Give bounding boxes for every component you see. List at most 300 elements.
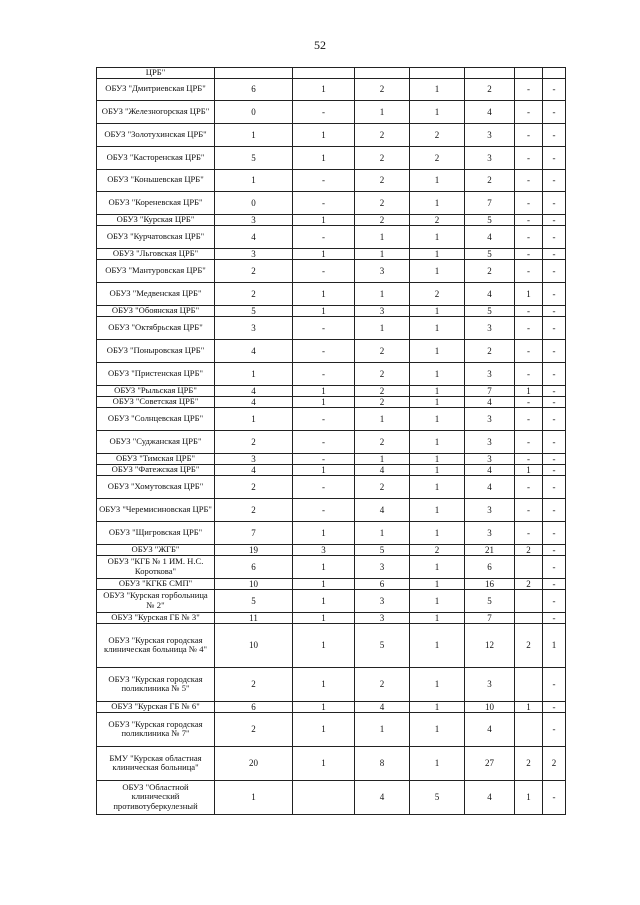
table-row — [97, 453, 566, 464]
institution-name-cell: ОБУЗ "ЖГБ" — [97, 544, 215, 555]
value-cell: 3 — [465, 453, 515, 464]
value-cell: 1 — [410, 396, 465, 407]
value-cell: 2 — [355, 385, 410, 396]
value-cell: 1 — [410, 78, 465, 100]
value-cell: 1 — [293, 146, 355, 169]
value-cell: - — [515, 316, 543, 339]
value-cell: - — [543, 225, 566, 248]
value-cell: 1 — [293, 578, 355, 589]
value-cell: 2 — [410, 544, 465, 555]
value-cell: 11 — [215, 612, 293, 623]
table-row — [97, 578, 566, 589]
value-cell: - — [515, 225, 543, 248]
value-cell: 1 — [410, 169, 465, 191]
value-cell — [515, 589, 543, 612]
value-cell: 0 — [215, 191, 293, 214]
value-cell — [515, 712, 543, 746]
value-cell: 1 — [355, 712, 410, 746]
value-cell: 10 — [215, 578, 293, 589]
value-cell: 2 — [410, 146, 465, 169]
table-row — [97, 191, 566, 214]
value-cell: 1 — [215, 362, 293, 385]
institution-name-cell: ОБУЗ "Хомутовская ЦРБ" — [97, 475, 215, 498]
institution-name-cell: ОБУЗ "Солнцевская ЦРБ" — [97, 407, 215, 430]
value-cell: 1 — [293, 712, 355, 746]
value-cell: 7 — [215, 521, 293, 544]
value-cell: - — [543, 248, 566, 259]
value-cell: 5 — [465, 214, 515, 225]
value-cell: 1 — [293, 612, 355, 623]
value-cell: 1 — [410, 453, 465, 464]
value-cell: - — [515, 123, 543, 146]
value-cell: - — [515, 407, 543, 430]
value-cell — [465, 68, 515, 79]
value-cell: - — [543, 169, 566, 191]
value-cell: 4 — [465, 282, 515, 305]
value-cell: 1 — [410, 498, 465, 521]
table-row — [97, 169, 566, 191]
value-cell: - — [543, 123, 566, 146]
value-cell: 2 — [355, 214, 410, 225]
value-cell: - — [543, 667, 566, 701]
value-cell: - — [515, 100, 543, 123]
value-cell: - — [543, 396, 566, 407]
value-cell: 5 — [410, 780, 465, 814]
value-cell: 1 — [410, 430, 465, 453]
value-cell: 3 — [355, 612, 410, 623]
value-cell: 1 — [293, 746, 355, 780]
value-cell: 1 — [410, 623, 465, 667]
value-cell: 3 — [215, 453, 293, 464]
institution-name-cell: ОБУЗ "Щигровская ЦРБ" — [97, 521, 215, 544]
value-cell: 4 — [215, 339, 293, 362]
value-cell: - — [515, 214, 543, 225]
value-cell: 5 — [465, 248, 515, 259]
value-cell — [355, 68, 410, 79]
institution-name-cell: ОБУЗ "Тимская ЦРБ" — [97, 453, 215, 464]
institution-name-cell: ОБУЗ "Пристенская ЦРБ" — [97, 362, 215, 385]
value-cell: 2 — [355, 430, 410, 453]
value-cell: 1 — [215, 780, 293, 814]
value-cell: - — [543, 453, 566, 464]
value-cell: 7 — [465, 612, 515, 623]
value-cell: - — [293, 191, 355, 214]
value-cell: 2 — [465, 78, 515, 100]
value-cell: 3 — [355, 259, 410, 282]
table-body — [97, 68, 566, 815]
value-cell: 1 — [410, 191, 465, 214]
institution-name-cell: ОБУЗ "Поныровская ЦРБ" — [97, 339, 215, 362]
value-cell: 4 — [355, 701, 410, 712]
value-cell: 2 — [515, 544, 543, 555]
value-cell: - — [293, 259, 355, 282]
value-cell — [293, 68, 355, 79]
table-row — [97, 712, 566, 746]
value-cell: 1 — [293, 396, 355, 407]
value-cell: 3 — [355, 589, 410, 612]
value-cell — [293, 780, 355, 814]
value-cell: 4 — [465, 100, 515, 123]
value-cell: 1 — [410, 667, 465, 701]
table-row — [97, 555, 566, 578]
value-cell: - — [515, 362, 543, 385]
value-cell: 2 — [355, 475, 410, 498]
value-cell: 1 — [293, 214, 355, 225]
value-cell: 2 — [355, 339, 410, 362]
value-cell: 4 — [355, 464, 410, 475]
value-cell: 3 — [215, 316, 293, 339]
value-cell: 1 — [515, 464, 543, 475]
value-cell: 2 — [543, 746, 566, 780]
value-cell: 3 — [465, 316, 515, 339]
value-cell: 1 — [355, 521, 410, 544]
table-row — [97, 612, 566, 623]
value-cell: 2 — [355, 123, 410, 146]
table-row — [97, 464, 566, 475]
institution-name-cell: ОБУЗ "Областной клинический противотуберкулезный — [97, 780, 215, 814]
table-row — [97, 475, 566, 498]
value-cell: - — [543, 475, 566, 498]
value-cell: 1 — [293, 282, 355, 305]
value-cell: 1 — [355, 453, 410, 464]
value-cell: 2 — [215, 282, 293, 305]
value-cell: 1 — [293, 385, 355, 396]
institution-name-cell: ОБУЗ "Дмитриевская ЦРБ" — [97, 78, 215, 100]
value-cell: 2 — [515, 578, 543, 589]
value-cell: - — [543, 498, 566, 521]
value-cell: - — [543, 362, 566, 385]
value-cell: - — [293, 407, 355, 430]
value-cell: - — [543, 259, 566, 282]
value-cell: 16 — [465, 578, 515, 589]
institution-name-cell: ОБУЗ "Мантуровская ЦРБ" — [97, 259, 215, 282]
value-cell: 1 — [410, 316, 465, 339]
value-cell: 2 — [215, 259, 293, 282]
value-cell: - — [293, 339, 355, 362]
value-cell: 1 — [410, 578, 465, 589]
value-cell: 10 — [465, 701, 515, 712]
value-cell: 1 — [410, 746, 465, 780]
value-cell: - — [515, 305, 543, 316]
value-cell: 7 — [465, 191, 515, 214]
table-row — [97, 305, 566, 316]
institution-name-cell: ОБУЗ "Курская ГБ № 3" — [97, 612, 215, 623]
table-row — [97, 68, 566, 79]
value-cell: - — [293, 225, 355, 248]
value-cell: - — [293, 362, 355, 385]
value-cell: - — [515, 430, 543, 453]
value-cell: 1 — [410, 305, 465, 316]
institution-name-cell: ЦРБ" — [97, 68, 215, 79]
value-cell: 21 — [465, 544, 515, 555]
value-cell: 2 — [215, 430, 293, 453]
value-cell: 1 — [410, 100, 465, 123]
value-cell: 1 — [355, 407, 410, 430]
value-cell: 1 — [355, 248, 410, 259]
value-cell: - — [543, 701, 566, 712]
institution-name-cell: ОБУЗ "Октябрьская ЦРБ" — [97, 316, 215, 339]
value-cell: 1 — [515, 701, 543, 712]
value-cell: 2 — [355, 169, 410, 191]
table-row — [97, 701, 566, 712]
value-cell: 5 — [215, 146, 293, 169]
value-cell: 5 — [355, 623, 410, 667]
value-cell: 1 — [293, 464, 355, 475]
value-cell: 2 — [355, 396, 410, 407]
table-row — [97, 498, 566, 521]
value-cell: 4 — [465, 396, 515, 407]
value-cell: 1 — [410, 612, 465, 623]
table-row — [97, 385, 566, 396]
value-cell: 12 — [465, 623, 515, 667]
value-cell: 4 — [215, 225, 293, 248]
value-cell: - — [293, 453, 355, 464]
value-cell: 2 — [515, 623, 543, 667]
value-cell: 1 — [410, 259, 465, 282]
value-cell: 1 — [355, 225, 410, 248]
value-cell: - — [515, 521, 543, 544]
institution-name-cell: ОБУЗ "Железногорская ЦРБ" — [97, 100, 215, 123]
value-cell: - — [543, 305, 566, 316]
value-cell: 20 — [215, 746, 293, 780]
value-cell — [515, 555, 543, 578]
value-cell: 6 — [355, 578, 410, 589]
value-cell: 1 — [410, 521, 465, 544]
value-cell: 1 — [410, 339, 465, 362]
value-cell: 3 — [465, 667, 515, 701]
value-cell: 2 — [410, 282, 465, 305]
value-cell: 5 — [465, 305, 515, 316]
value-cell: 3 — [355, 305, 410, 316]
value-cell: 1 — [410, 362, 465, 385]
value-cell: 2 — [355, 667, 410, 701]
value-cell: 1 — [410, 555, 465, 578]
value-cell: - — [543, 712, 566, 746]
institution-name-cell: ОБУЗ "Курская городская поликлиника № 7" — [97, 712, 215, 746]
value-cell: - — [543, 555, 566, 578]
value-cell: - — [515, 339, 543, 362]
institution-name-cell: ОБУЗ "Рыльская ЦРБ" — [97, 385, 215, 396]
value-cell: 1 — [543, 623, 566, 667]
value-cell: 1 — [410, 248, 465, 259]
institution-name-cell: ОБУЗ "Курская ГБ № 6" — [97, 701, 215, 712]
table-row — [97, 146, 566, 169]
table-row — [97, 430, 566, 453]
value-cell: 1 — [293, 521, 355, 544]
value-cell: 0 — [215, 100, 293, 123]
value-cell: 1 — [410, 385, 465, 396]
value-cell: - — [543, 282, 566, 305]
value-cell: - — [293, 475, 355, 498]
table-row — [97, 780, 566, 814]
value-cell — [515, 68, 543, 79]
institution-name-cell: ОБУЗ "КГБ № 1 ИМ. Н.С. Короткова" — [97, 555, 215, 578]
value-cell: - — [543, 316, 566, 339]
institution-name-cell: ОБУЗ "Кореневская ЦРБ" — [97, 191, 215, 214]
value-cell: 5 — [215, 305, 293, 316]
institution-name-cell: ОБУЗ "Медвенская ЦРБ" — [97, 282, 215, 305]
value-cell: 5 — [355, 544, 410, 555]
value-cell: 8 — [355, 746, 410, 780]
statistics-table — [96, 67, 566, 815]
value-cell: 1 — [410, 464, 465, 475]
value-cell: 4 — [215, 396, 293, 407]
value-cell: 1 — [293, 701, 355, 712]
institution-name-cell: ОБУЗ "Курская ЦРБ" — [97, 214, 215, 225]
value-cell: 1 — [293, 623, 355, 667]
value-cell: - — [293, 430, 355, 453]
value-cell: 3 — [215, 214, 293, 225]
value-cell: 1 — [410, 225, 465, 248]
value-cell: 2 — [465, 169, 515, 191]
value-cell: 2 — [355, 78, 410, 100]
value-cell: 1 — [410, 475, 465, 498]
value-cell: 4 — [465, 464, 515, 475]
value-cell: - — [543, 78, 566, 100]
table-row — [97, 623, 566, 667]
value-cell: 3 — [293, 544, 355, 555]
value-cell: 4 — [465, 225, 515, 248]
value-cell: - — [543, 521, 566, 544]
table-row — [97, 214, 566, 225]
value-cell: - — [543, 612, 566, 623]
value-cell: - — [515, 191, 543, 214]
value-cell: 6 — [465, 555, 515, 578]
page-number: 52 — [314, 38, 326, 52]
value-cell: 2 — [410, 123, 465, 146]
value-cell: - — [293, 498, 355, 521]
value-cell: 7 — [465, 385, 515, 396]
table-row — [97, 746, 566, 780]
value-cell: - — [543, 146, 566, 169]
value-cell: 6 — [215, 701, 293, 712]
value-cell — [515, 612, 543, 623]
institution-name-cell: ОБУЗ "Золотухинская ЦРБ" — [97, 123, 215, 146]
value-cell: - — [543, 214, 566, 225]
table-row — [97, 589, 566, 612]
value-cell: 1 — [293, 305, 355, 316]
institution-name-cell: ОБУЗ "КГКБ СМП" — [97, 578, 215, 589]
value-cell: 3 — [465, 521, 515, 544]
value-cell: - — [515, 259, 543, 282]
institution-name-cell: ОБУЗ "Курская городская клиническая больница № 4" — [97, 623, 215, 667]
table-row — [97, 362, 566, 385]
value-cell: - — [515, 396, 543, 407]
value-cell: 4 — [215, 385, 293, 396]
value-cell: 1 — [293, 78, 355, 100]
value-cell: - — [543, 544, 566, 555]
institution-name-cell: БМУ "Курская областная клиническая больница" — [97, 746, 215, 780]
value-cell: 1 — [410, 589, 465, 612]
value-cell: 1 — [293, 667, 355, 701]
institution-name-cell: ОБУЗ "Фатежская ЦРБ" — [97, 464, 215, 475]
value-cell: 4 — [215, 464, 293, 475]
value-cell: 1 — [215, 123, 293, 146]
value-cell: 3 — [215, 248, 293, 259]
table-row — [97, 667, 566, 701]
value-cell: 1 — [293, 123, 355, 146]
value-cell: - — [543, 430, 566, 453]
value-cell: 1 — [215, 407, 293, 430]
table-row — [97, 396, 566, 407]
value-cell: 4 — [465, 475, 515, 498]
table-row — [97, 407, 566, 430]
value-cell: 3 — [465, 430, 515, 453]
value-cell: 2 — [410, 214, 465, 225]
value-cell: 2 — [215, 475, 293, 498]
value-cell: - — [293, 169, 355, 191]
value-cell: - — [543, 100, 566, 123]
value-cell: 1 — [215, 169, 293, 191]
value-cell — [410, 68, 465, 79]
value-cell: 19 — [215, 544, 293, 555]
value-cell: - — [543, 191, 566, 214]
value-cell: 27 — [465, 746, 515, 780]
institution-name-cell: ОБУЗ "Курская городская поликлиника № 5" — [97, 667, 215, 701]
institution-name-cell: ОБУЗ "Обоянская ЦРБ" — [97, 305, 215, 316]
table-row — [97, 521, 566, 544]
value-cell: 1 — [410, 701, 465, 712]
value-cell: 1 — [410, 712, 465, 746]
table-row — [97, 123, 566, 146]
value-cell: 1 — [293, 555, 355, 578]
value-cell: 2 — [465, 339, 515, 362]
value-cell: 1 — [355, 282, 410, 305]
value-cell: - — [293, 316, 355, 339]
value-cell: - — [515, 248, 543, 259]
value-cell: 1 — [515, 282, 543, 305]
value-cell: 6 — [215, 555, 293, 578]
table-row — [97, 316, 566, 339]
value-cell: 10 — [215, 623, 293, 667]
value-cell: 2 — [355, 191, 410, 214]
value-cell: 6 — [215, 78, 293, 100]
value-cell: - — [543, 780, 566, 814]
table-row — [97, 78, 566, 100]
table-row — [97, 339, 566, 362]
institution-name-cell: ОБУЗ "Касторенская ЦРБ" — [97, 146, 215, 169]
value-cell: 1 — [515, 780, 543, 814]
value-cell: - — [515, 146, 543, 169]
value-cell: 3 — [465, 362, 515, 385]
value-cell: 4 — [355, 498, 410, 521]
table-row — [97, 248, 566, 259]
value-cell: 3 — [465, 407, 515, 430]
value-cell: 1 — [355, 100, 410, 123]
table-row — [97, 544, 566, 555]
value-cell: 3 — [465, 498, 515, 521]
value-cell: 1 — [293, 589, 355, 612]
table-row — [97, 225, 566, 248]
value-cell: 4 — [465, 712, 515, 746]
value-cell: 2 — [515, 746, 543, 780]
value-cell: 2 — [355, 146, 410, 169]
value-cell: 1 — [355, 316, 410, 339]
value-cell: - — [543, 578, 566, 589]
value-cell: - — [515, 453, 543, 464]
table-row — [97, 259, 566, 282]
value-cell: - — [543, 407, 566, 430]
value-cell: - — [515, 475, 543, 498]
value-cell: - — [515, 78, 543, 100]
value-cell: 5 — [465, 589, 515, 612]
value-cell: - — [515, 169, 543, 191]
institution-name-cell: ОБУЗ "Курчатовская ЦРБ" — [97, 225, 215, 248]
table-row — [97, 282, 566, 305]
value-cell: - — [543, 385, 566, 396]
value-cell: 4 — [465, 780, 515, 814]
value-cell: 2 — [465, 259, 515, 282]
